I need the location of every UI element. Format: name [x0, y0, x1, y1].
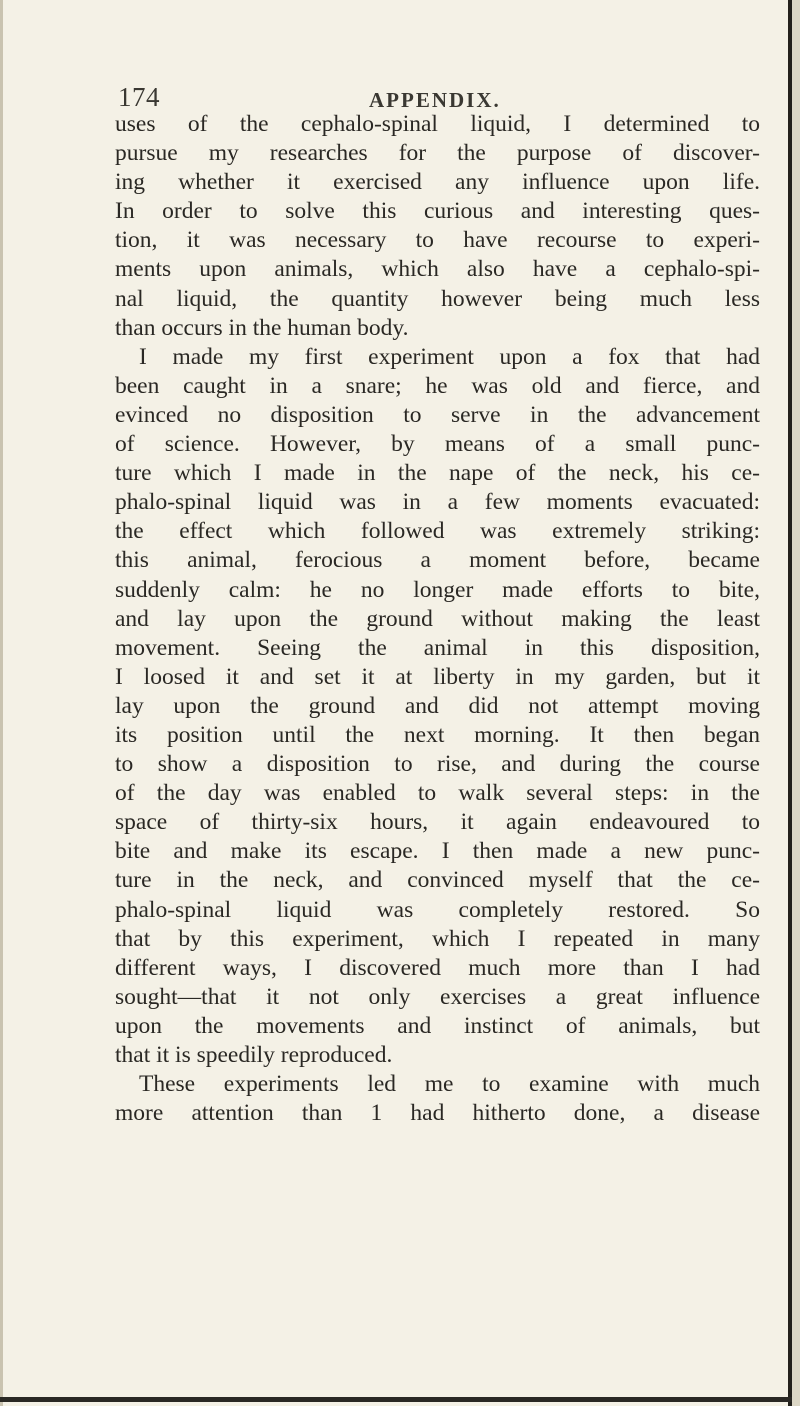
text-line: I made my first experiment upon a fox that had [139, 343, 760, 370]
text-line: uses of the cephalo-spinal liquid, I determined to [115, 111, 760, 137]
text-line: been caught in a snare; he was old and fierce, and [115, 372, 760, 399]
page-left-edge [0, 0, 3, 1406]
text-line: suddenly calm: he no longer made efforts to bite, [115, 576, 760, 603]
text-line: evinced no disposition to serve in the advancement [115, 401, 760, 428]
text-line: of the day was enabled to walk several steps: in the [115, 780, 760, 807]
page-number: 174 [118, 82, 160, 112]
text-line: ture in the neck, and convinced myself that the ce- [115, 867, 760, 894]
text-line: ing whether it exercised any influence upon life. [115, 169, 760, 196]
text-line: ture which I made in the nape of the neck, his ce- [115, 460, 760, 487]
text-line: its position until the next morning. It then began [115, 721, 760, 748]
text-line: I loosed it and set it at liberty in my garden, but it [115, 663, 760, 690]
text-line: to show a disposition to rise, and during the course [115, 751, 760, 778]
page-bottom-rule [0, 1397, 792, 1402]
text-line: space of thirty-six hours, it again endeavoured to [115, 809, 760, 836]
text-line: than occurs in the human body. [115, 314, 409, 341]
text-line: pursue my researches for the purpose of discover- [115, 140, 760, 167]
text-line: These experiments led me to examine with much [139, 1071, 760, 1098]
page-right-margin [792, 0, 800, 1406]
text-line: lay upon the ground and did not attempt moving [115, 692, 760, 719]
text-line: more attention than 1 had hitherto done, a disease [115, 1100, 760, 1127]
text-line: In order to solve this curious and interesting ques- [115, 198, 760, 225]
text-line: this animal, ferocious a moment before, became [115, 547, 760, 574]
text-line: that it is speedily reproduced. [115, 1042, 393, 1068]
text-line: bite and make its escape. I then made a new punc- [115, 838, 760, 865]
running-title: APPENDIX. [369, 88, 501, 112]
text-line: the effect which followed was extremely striking: [115, 518, 760, 545]
text-line: movement. Seeing the animal in this disposition, [115, 634, 760, 661]
text-line: different ways, I discovered much more than I had [115, 954, 760, 981]
text-line: ments upon animals, which also have a cephalo-spi- [115, 256, 760, 283]
text-line: that by this experiment, which I repeated in many [115, 925, 760, 952]
text-line: phalo-spinal liquid was in a few moments evacuated: [115, 489, 760, 516]
text-line: sought—that it not only exercises a great influence [115, 983, 760, 1010]
text-line: phalo-spinal liquid was completely restored. So [115, 896, 760, 923]
text-line: nal liquid, the quantity however being much less [115, 285, 760, 312]
body-text [115, 110, 760, 1128]
text-line: and lay upon the ground without making the least [115, 605, 760, 632]
text-line: upon the movements and instinct of animals, but [115, 1012, 760, 1039]
text-line: tion, it was necessary to have recourse to experi- [115, 227, 760, 254]
text-line: of science. However, by means of a small punc- [115, 431, 760, 458]
